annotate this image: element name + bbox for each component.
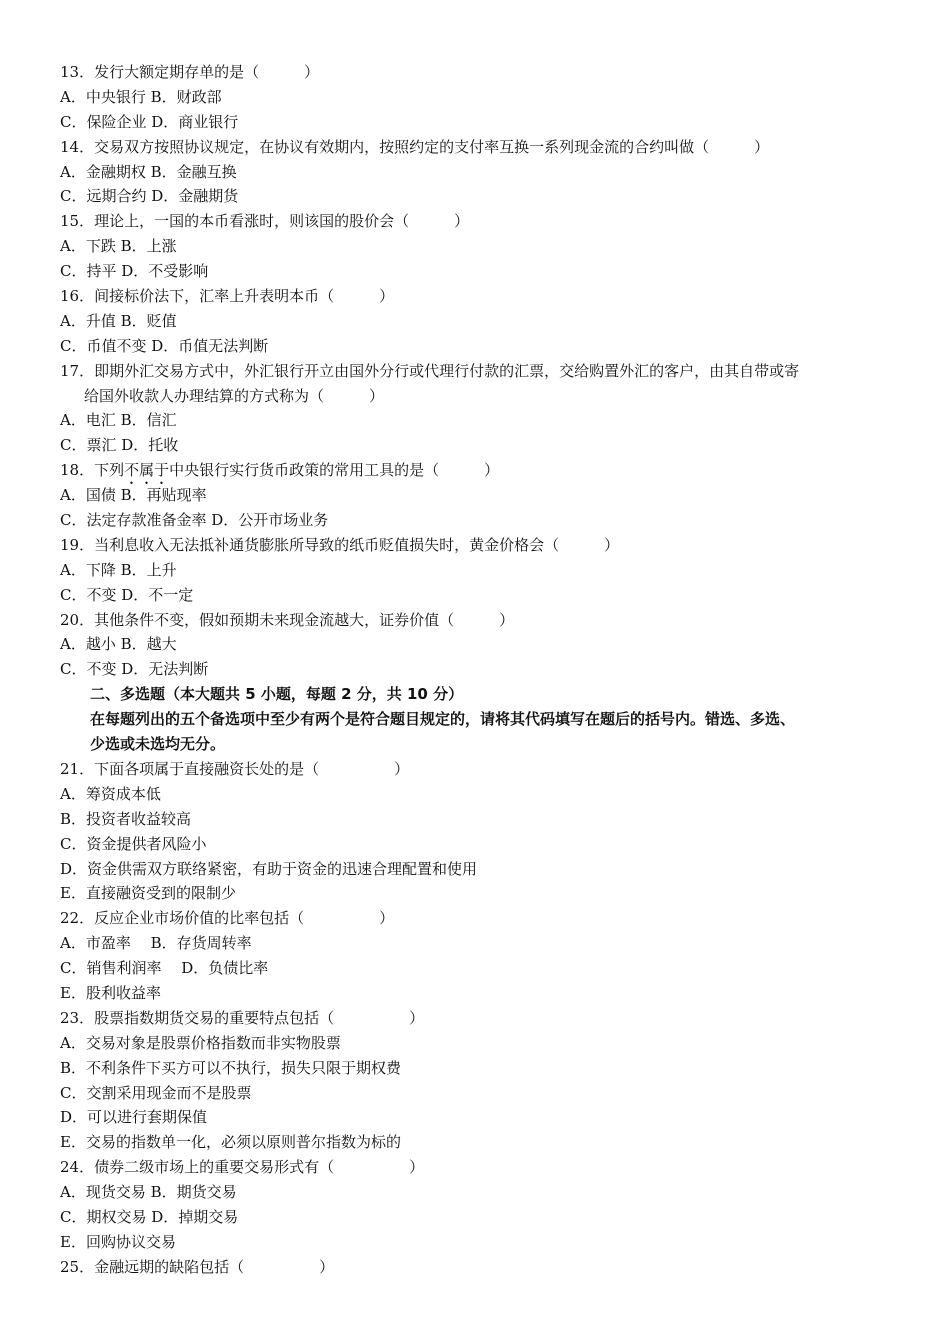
question-line: 22．反应企业市场价值的比率包括（ ） xyxy=(60,909,395,928)
question-line: 23．股票指数期货交易的重要特点包括（ ） xyxy=(60,1008,425,1027)
question-line: 17．即期外汇交易方式中，外汇银行开立由国外分行或代理行付款的汇票，交给购置外汇的客户，由其自带或寄 xyxy=(60,361,800,380)
option-line: C．交割采用现金而不是股票 xyxy=(60,1083,252,1102)
option-line: A．国债 B．再贴现率 xyxy=(60,486,207,505)
option-line: A．升值 B．贬值 xyxy=(60,311,177,330)
option-line: A．筹资成本低 xyxy=(60,784,161,803)
option-line: A．电汇 B．信汇 xyxy=(60,411,177,430)
option-line: C．不变 D．不一定 xyxy=(60,585,194,604)
section-header-line: 二、多选题（本大题共 5 小题，每题 2 分，共 10 分） xyxy=(90,685,464,704)
option-line: D．资金供需双方联络紧密，有助于资金的迅速合理配置和使用 xyxy=(60,859,478,878)
exam-page xyxy=(60,60,900,1280)
question-text: 中央银行实行货币政策的常用工具的是（ ） xyxy=(169,461,500,480)
question-line: 14．交易双方按照协议规定，在协议有效期内，按照约定的支付率互换一系列现金流的合约叫做（ ） xyxy=(60,137,770,156)
option-line: A．金融期权 B．金融互换 xyxy=(60,162,237,181)
option-line: B．投资者收益较高 xyxy=(60,809,192,828)
option-line: C．币值不变 D．币值无法判断 xyxy=(60,336,269,355)
option-line: E．回购协议交易 xyxy=(60,1232,176,1251)
option-line: C．不变 D．无法判断 xyxy=(60,660,209,679)
option-line: D．可以进行套期保值 xyxy=(60,1108,208,1127)
question-line: 20．其他条件不变，假如预期未来现金流越大，证券价值（ ） xyxy=(60,610,515,629)
option-line: E．股利收益率 xyxy=(60,983,161,1002)
option-line: A．现货交易 B．期货交易 xyxy=(60,1183,237,1202)
question-continuation: 给国外收款人办理结算的方式称为（ ） xyxy=(84,386,385,405)
option-line: C．法定存款准备金率 D．公开市场业务 xyxy=(60,511,329,530)
question-line: 25．金融远期的缺陷包括（ ） xyxy=(60,1257,335,1276)
option-line: C．保险企业 D．商业银行 xyxy=(60,112,239,131)
option-line: C．销售利润率 D．负债比率 xyxy=(60,959,269,978)
question-line: 15．理论上，一国的本币看涨时，则该国的股价会（ ） xyxy=(60,212,470,231)
option-line: A．中央银行 B．财政部 xyxy=(60,87,222,106)
option-line: C．期权交易 D．掉期交易 xyxy=(60,1207,239,1226)
option-line: A．下降 B．上升 xyxy=(60,560,177,579)
option-line: C．持平 D．不受影响 xyxy=(60,262,209,281)
question-line: 21．下面各项属于直接融资长处的是（ ） xyxy=(60,759,410,778)
option-line: A．下跌 B．上涨 xyxy=(60,237,177,256)
option-line: A．市盈率 B．存货周转率 xyxy=(60,934,252,953)
question-line xyxy=(60,458,900,483)
option-line: E．直接融资受到的限制少 xyxy=(60,884,236,903)
option-line: A．越小 B．越大 xyxy=(60,635,177,654)
option-line: B．不利条件下买方可以不执行，损失只限于期权费 xyxy=(60,1058,402,1077)
option-line: E．交易的指数单一化，必须以原则普尔指数为标的 xyxy=(60,1133,401,1152)
option-line: C．资金提供者风险小 xyxy=(60,834,207,853)
section-header-line: 少选或未选均无分。 xyxy=(90,735,226,754)
question-line: 16．间接标价法下，汇率上升表明本币（ ） xyxy=(60,287,395,306)
emphasized-text: 不属于 xyxy=(124,461,170,480)
option-line: C．远期合约 D．金融期货 xyxy=(60,187,239,206)
question-line: 24．债券二级市场上的重要交易形式有（ ） xyxy=(60,1158,425,1177)
option-line: C．票汇 D．托收 xyxy=(60,436,179,455)
question-line: 19．当利息收入无法抵补通货膨胀所导致的纸币贬值损失时，黄金价格会（ ） xyxy=(60,535,620,554)
question-text: 18．下列 xyxy=(60,461,125,480)
section-header-line: 在每题列出的五个备选项中至少有两个是符合题目规定的，请将其代码填写在题后的括号内。错选、多选、 xyxy=(90,710,796,729)
option-line: A．交易对象是股票价格指数而非实物股票 xyxy=(60,1033,341,1052)
question-line: 13．发行大额定期存单的是（ ） xyxy=(60,63,320,81)
